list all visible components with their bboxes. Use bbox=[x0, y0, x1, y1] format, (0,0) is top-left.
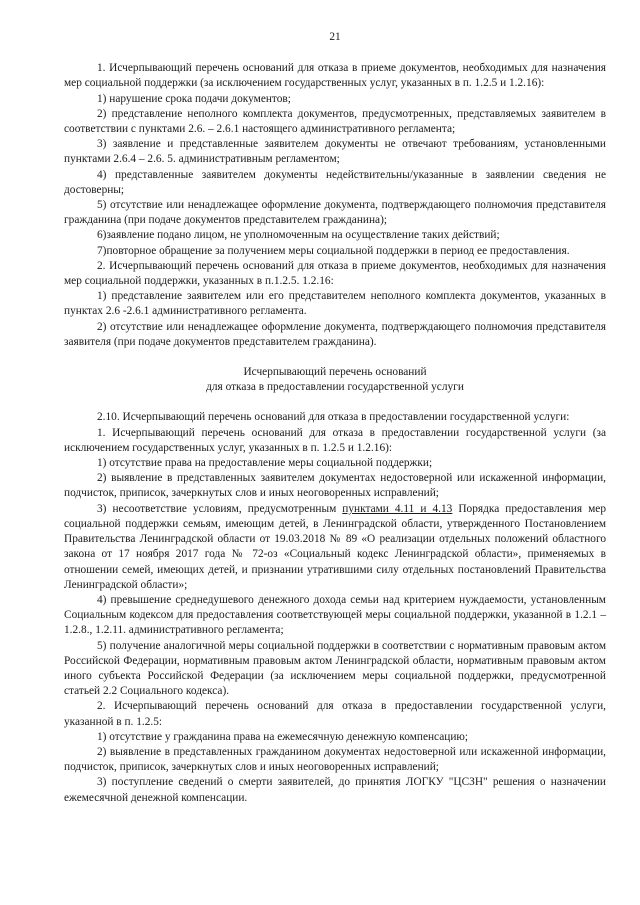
paragraph: 1. Исчерпывающий перечень оснований для отказа в приеме документов, необходимых для назначения мер социальной поддержки (за исключением государственных услуг, указанных в п. 1.2.5 и 1.2.16): bbox=[64, 62, 606, 90]
paragraph: 5) получение аналогичной меры социальной поддержки в соответствии с нормативным правовым актом Российской Федерации, нормативным правовым актом Ленинградской области, нормативным правовым актом иного субъекта Российской Федерации (за исключением меры социальной поддержки, предусмотренной статьей 2.2 Социального кодекса). bbox=[64, 639, 606, 698]
paragraph: 1) отсутствие права на предоставление меры социальной поддержки; bbox=[97, 457, 433, 470]
section-refusal-accept-documents bbox=[64, 61, 606, 350]
regulation-link[interactable]: пунктами 4.11 и 4.13 bbox=[342, 502, 453, 515]
paragraph-with-link bbox=[64, 502, 606, 593]
paragraph: 6)заявление подано лицом, не уполномоченным на осуществление таких действий; bbox=[97, 229, 500, 242]
paragraph: 2) представление неполного комплекта документов, предусмотренных, представляемых заявителем в соответствии с пунктами 2.6. – 2.6.1 настоящего административного регламента; bbox=[64, 107, 606, 136]
section-refusal-service bbox=[64, 410, 606, 805]
paragraph: 2.10. Исчерпывающий перечень оснований для отказа в предоставлении государственной услуги: bbox=[97, 411, 570, 424]
heading-line: Исчерпывающий перечень оснований bbox=[243, 366, 427, 379]
paragraph: 4) представленные заявителем документы недействительны/указанные в заявлении сведения не достоверны; bbox=[64, 168, 606, 196]
paragraph-text: 3) несоответствие условиям, предусмотренным bbox=[97, 502, 343, 515]
paragraph: 2. Исчерпывающий перечень оснований для отказа в предоставлении государственной услуги, указанной в п. 1.2.5: bbox=[64, 700, 606, 728]
heading-line: для отказа в предоставлении государственной услуги bbox=[206, 381, 464, 394]
paragraph: 3) заявление и представленные заявителем документы не отвечают требованиям, установленными пунктами 2.6.4 – 2.6. 5. административным регламентом; bbox=[64, 138, 606, 166]
paragraph: 3) поступление сведений о смерти заявителей, до принятия ЛОГКУ "ЦСЗН" решения о назначении ежемесячной денежной компенсации. bbox=[64, 776, 606, 804]
paragraph: 2) выявление в представленных заявителем документах недостоверной или искаженной информации, подчисток, приписок, зачеркнутых слов и иных неоговоренных исправлений; bbox=[64, 472, 606, 500]
paragraph: 1) отсутствие у гражданина права на ежемесячную денежную компенсацию; bbox=[97, 730, 469, 743]
paragraph: 2) отсутствие или ненадлежащее оформление документа, подтверждающего полномочия представителя заявителя (при подаче документов представителем гражданина). bbox=[64, 320, 606, 348]
paragraph: 7)повторное обращение за получением меры социальной поддержки в период ее предоставления. bbox=[97, 244, 570, 257]
paragraph: 1) нарушение срока подачи документов; bbox=[97, 92, 291, 105]
paragraph: 4) превышение среднедушевого денежного дохода семьи над критерием нуждаемости, установленным Социальным кодексом для предоставления соответствующей меры социальной поддержки, указанной в 1.2.1 – 1.2.8., 1.2.11. административного регламента; bbox=[64, 593, 606, 637]
page-number: 21 bbox=[329, 31, 341, 43]
paragraph: 1) представление заявителем или его представителем неполного комплекта документов, указанных в пунктах 2.6 -2.6.1 административного регламента. bbox=[64, 290, 606, 318]
section-heading bbox=[64, 365, 606, 395]
paragraph-text: Порядка предоставления мер социальной поддержки семьям, имеющим детей, в Ленинградской области, утвержденного Постановлением Правительства Ленинградской области от 19.03.2018 № 89 «О реализации отдельных положений областного закона от 17 ноября 2017 года № 72-оз «Социальный кодекс Ленинградской области», применяемых в отношении семей, имеющих детей, и признании утратившими силу отдельных постановлений Правительства Ленинградской области»; bbox=[64, 502, 606, 591]
paragraph: 2) выявление в представленных гражданином документах недостоверной или искаженной информации, подчисток, приписок, зачеркнутых слов и иных неоговоренных исправлений; bbox=[64, 745, 606, 774]
paragraph: 1. Исчерпывающий перечень оснований для отказа в предоставлении государственной услуги (за исключением государственных услуг, указанных в п. 1.2.5 и 1.2.16): bbox=[64, 426, 606, 454]
paragraph: 5) отсутствие или ненадлежащее оформление документа, подтверждающего полномочия представителя гражданина (при подаче документов представителем гражданина); bbox=[64, 199, 606, 227]
paragraph: 2. Исчерпывающий перечень оснований для отказа в приеме документов, необходимых для назначения мер социальной поддержки, указанных в п.1.2.5. 1.2.16: bbox=[64, 259, 606, 288]
